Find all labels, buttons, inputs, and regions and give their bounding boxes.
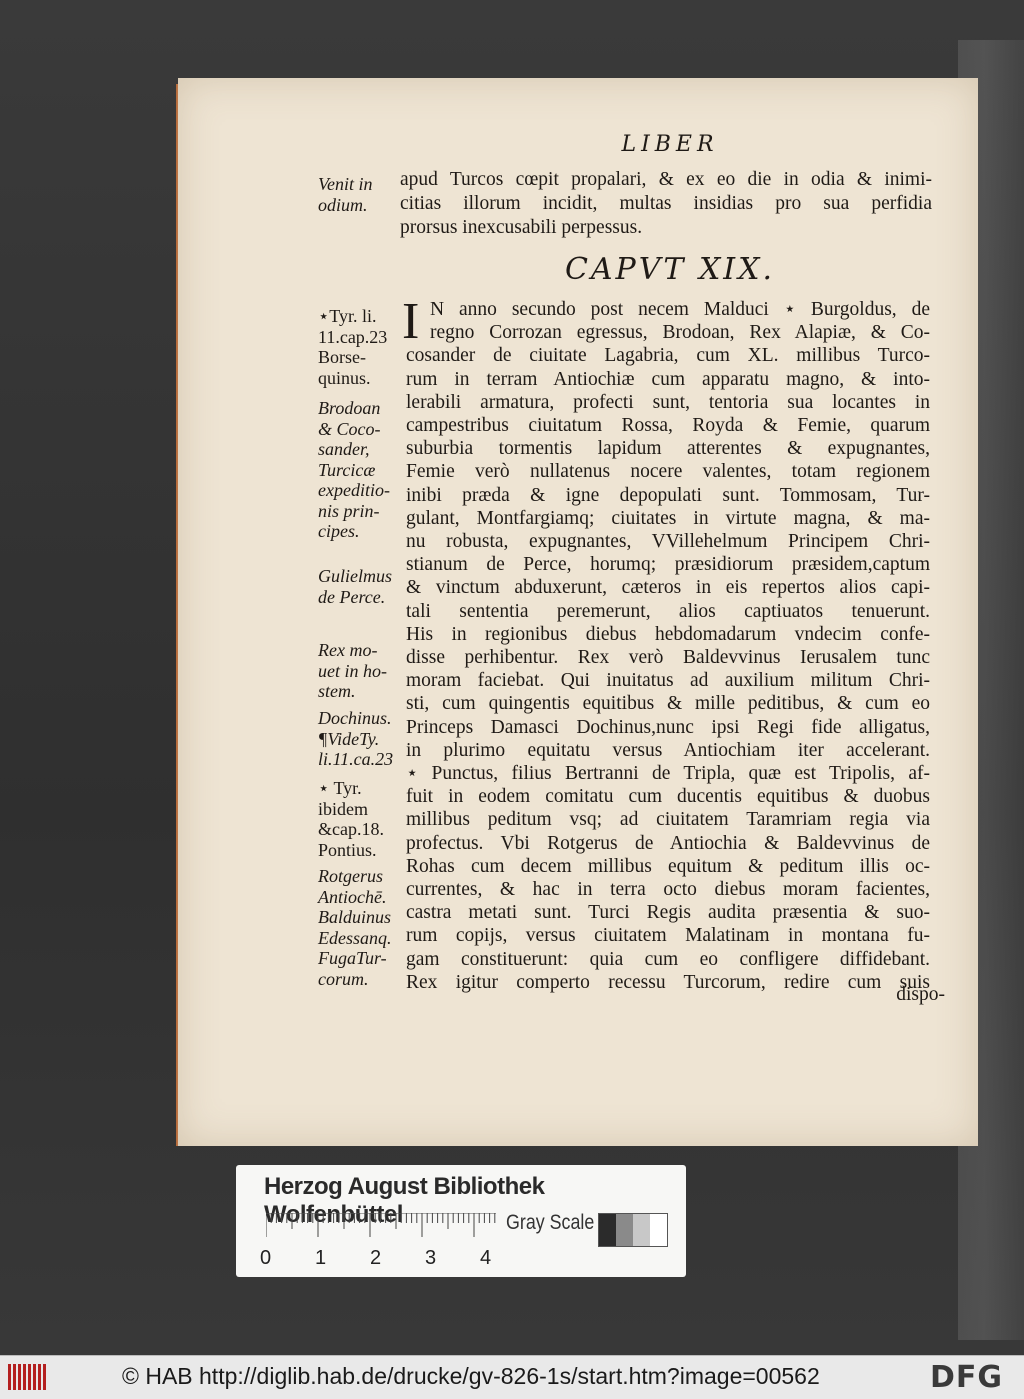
- gray-swatch-cell: [616, 1214, 633, 1246]
- body-line: N anno secundo post necem Malduci ⋆ Burgoldus, de: [430, 299, 930, 320]
- body-line: gam constituerunt: quia cum eo confligere diffidebant.: [406, 948, 930, 970]
- body-line: millibus peditum vsq; ad ciuitatem Taramriam regia via: [406, 809, 930, 831]
- gray-scale-swatch: [598, 1213, 668, 1247]
- margin-note-line: Gulielmus: [318, 566, 392, 586]
- ruler: [266, 1213, 496, 1239]
- gray-swatch-cell: [599, 1214, 616, 1246]
- intro-line: prorsus inexcusabili perpessus.: [400, 217, 643, 238]
- margin-note-line: &cap.18.: [318, 819, 384, 839]
- ruler-number: 0: [260, 1247, 272, 1269]
- color-calibration-card: [236, 1165, 686, 1277]
- margin-note-line: ⋆ Tyr.: [318, 778, 362, 798]
- body-line: lerabili armatura, profecti sunt, tentoria sua locantes in: [406, 391, 930, 413]
- body-line: currentes, & hac in terra octo diebus moram facientes,: [406, 879, 930, 900]
- running-head: LIBER: [621, 132, 719, 157]
- body-line: gulant, Montfargiamq; ciuitates in virtute magna, & ma-: [406, 507, 930, 529]
- body-line: stianum de Perce, horumq; præsidiorum præsidem,captum: [406, 554, 930, 576]
- margin-note-line: de Perce.: [318, 586, 386, 607]
- body-line: moram faciebat. Qui inuitatus ad auxilium militum Chri-: [406, 670, 930, 692]
- body-line: fuit in eodem comitatu cum ducentis equitibus & duobus: [406, 786, 930, 808]
- body-line: campestribus ciuitatum Rossa, Royda & Femie, quarum: [406, 415, 930, 436]
- margin-note-line: ⋆Tyr. li.: [318, 306, 377, 326]
- margin-note-line: sander,: [318, 439, 370, 459]
- margin-note-doch: [318, 708, 410, 770]
- gray-swatch-cell: [650, 1214, 667, 1246]
- margin-note-line: ibidem: [318, 798, 368, 819]
- margin-note-line: ¶VideTy.: [318, 728, 380, 749]
- margin-note-line: Turcicæ: [318, 459, 376, 480]
- margin-note-line: Borse-: [318, 347, 366, 367]
- margin-note-line: FugaTur-: [318, 948, 387, 968]
- margin-note-line: quinus.: [318, 367, 371, 388]
- body-line: castra metati sunt. Turci Regis audita præsentia & suo-: [406, 902, 930, 924]
- margin-note-line: Venit in: [318, 174, 373, 194]
- catchword: dispo-: [896, 984, 945, 1005]
- body-line: tali sententia peremerunt, alios captiuatos tenuerunt.: [406, 600, 930, 622]
- margin-note-line: Antiochē.: [318, 886, 387, 907]
- body-line: suburbia tormentis lapidum atterentes & expugnantes,: [406, 438, 930, 460]
- margin-note-line: corum.: [318, 968, 369, 989]
- margin-note-rotg: [318, 866, 410, 989]
- body-line: cosander de ciuitate Lagabria, cum XL. millibus Turco-: [406, 345, 930, 367]
- margin-note-line: Rotgerus: [318, 866, 383, 886]
- body-line: regno Corrozan egressus, Brodoan, Rex Alapiæ, & Co-: [430, 322, 930, 344]
- body-line: ⋆ Punctus, filius Bertranni de Tripla, quæ est Tripolis, af-: [406, 763, 930, 784]
- drop-cap: I: [402, 293, 420, 350]
- intro-line: citias illorum incidit, multas insidias pro sua perfidia: [400, 193, 932, 214]
- body-line: nu robusta, expugnantes, VVillehelmum Principem Chri-: [406, 531, 930, 552]
- body-line: inibi præda & igne depopulati sunt. Tommosam, Tur-: [406, 484, 930, 506]
- margin-note-line: Balduinus: [318, 907, 392, 927]
- margin-note-line: uet in ho-: [318, 660, 387, 681]
- margin-note-line: Rex mo-: [318, 640, 378, 660]
- margin-note-line: expeditio-: [318, 480, 390, 500]
- body-line: Princeps Damasci Dochinus,nunc ipsi Regi fide alligatus,: [406, 716, 930, 738]
- margin-note-line: Brodoan: [318, 398, 381, 418]
- chapter-heading: CAPVT XIX.: [564, 252, 776, 287]
- ruler-number: 1: [315, 1247, 327, 1269]
- gray-scale-label: Gray Scale: [506, 1211, 595, 1234]
- margin-note-tyr2: [318, 778, 410, 860]
- dfg-logo: DFG: [930, 1360, 1004, 1395]
- ruler-numbers: [260, 1247, 500, 1269]
- gray-swatch-cell: [633, 1214, 650, 1246]
- body-line: rum copijs, versus ciuitatem Malatinam in montana fu-: [406, 925, 930, 947]
- margin-note-line: cipes.: [318, 521, 360, 541]
- body-line: His in regionibus diebus hebdomadarum vndecim confe-: [406, 623, 930, 645]
- margin-note-line: odium.: [318, 194, 368, 215]
- body-line: & vinctum abduxerunt, cæteros in eis repertos alios capi-: [406, 577, 930, 599]
- margin-note-line: & Coco-: [318, 418, 381, 439]
- body-line: Rex igitur comperto recessu Turcorum, redire cum suis: [406, 971, 930, 993]
- body-line: Femie verò nullatenus nocere valentes, totam regionem: [406, 461, 930, 483]
- margin-note-line: 11.cap.23: [318, 326, 388, 347]
- intro-line: apud Turcos cœpit propalari, & ex eo die in odia & inimi-: [400, 169, 932, 190]
- margin-note-rex: [318, 640, 410, 702]
- ruler-number: 2: [370, 1247, 382, 1269]
- margin-note-venit: [318, 174, 410, 215]
- margin-note-line: Pontius.: [318, 839, 377, 860]
- body-line: rum in terram Antiochiæ cum apparatu magno, & into-: [406, 368, 930, 390]
- body-line: in plurimo equitatu versus Antiochiam iter accelerant.: [406, 739, 930, 761]
- margin-note-line: Dochinus.: [318, 708, 392, 728]
- body-line: disse perhibentur. Rex verò Baldevvinus Ierusalem tunc: [406, 647, 930, 668]
- viewer-footer: [0, 1355, 1024, 1399]
- footer-copyright-link[interactable]: © HAB http://diglib.hab.de/drucke/gv-826-1s/start.htm?image=00562: [122, 1363, 820, 1389]
- card-title: Herzog August Bibliothek Wolfenbüttel: [264, 1173, 545, 1228]
- body-line: sti, cum quingentis equitibus & mille peditibus, & cum eo: [406, 693, 930, 715]
- margin-note-brodoan: [318, 398, 410, 542]
- margin-note-line: Edessanq.: [318, 927, 392, 948]
- margin-note-line: li.11.ca.23: [318, 749, 394, 769]
- margin-note-tyr1: [318, 306, 410, 388]
- body-line: Rohas cum decem millibus equitum & peditum illis oc-: [406, 855, 930, 877]
- hab-logo-icon: [8, 1362, 46, 1392]
- ruler-number: 4: [480, 1247, 492, 1269]
- body-line: profectus. Vbi Rotgerus de Antiochia & Baldevvinus de: [406, 832, 930, 854]
- margin-note-line: stem.: [318, 681, 356, 701]
- margin-note-guil: [318, 566, 410, 607]
- margin-note-line: nis prin-: [318, 500, 380, 521]
- ruler-number: 3: [425, 1247, 437, 1269]
